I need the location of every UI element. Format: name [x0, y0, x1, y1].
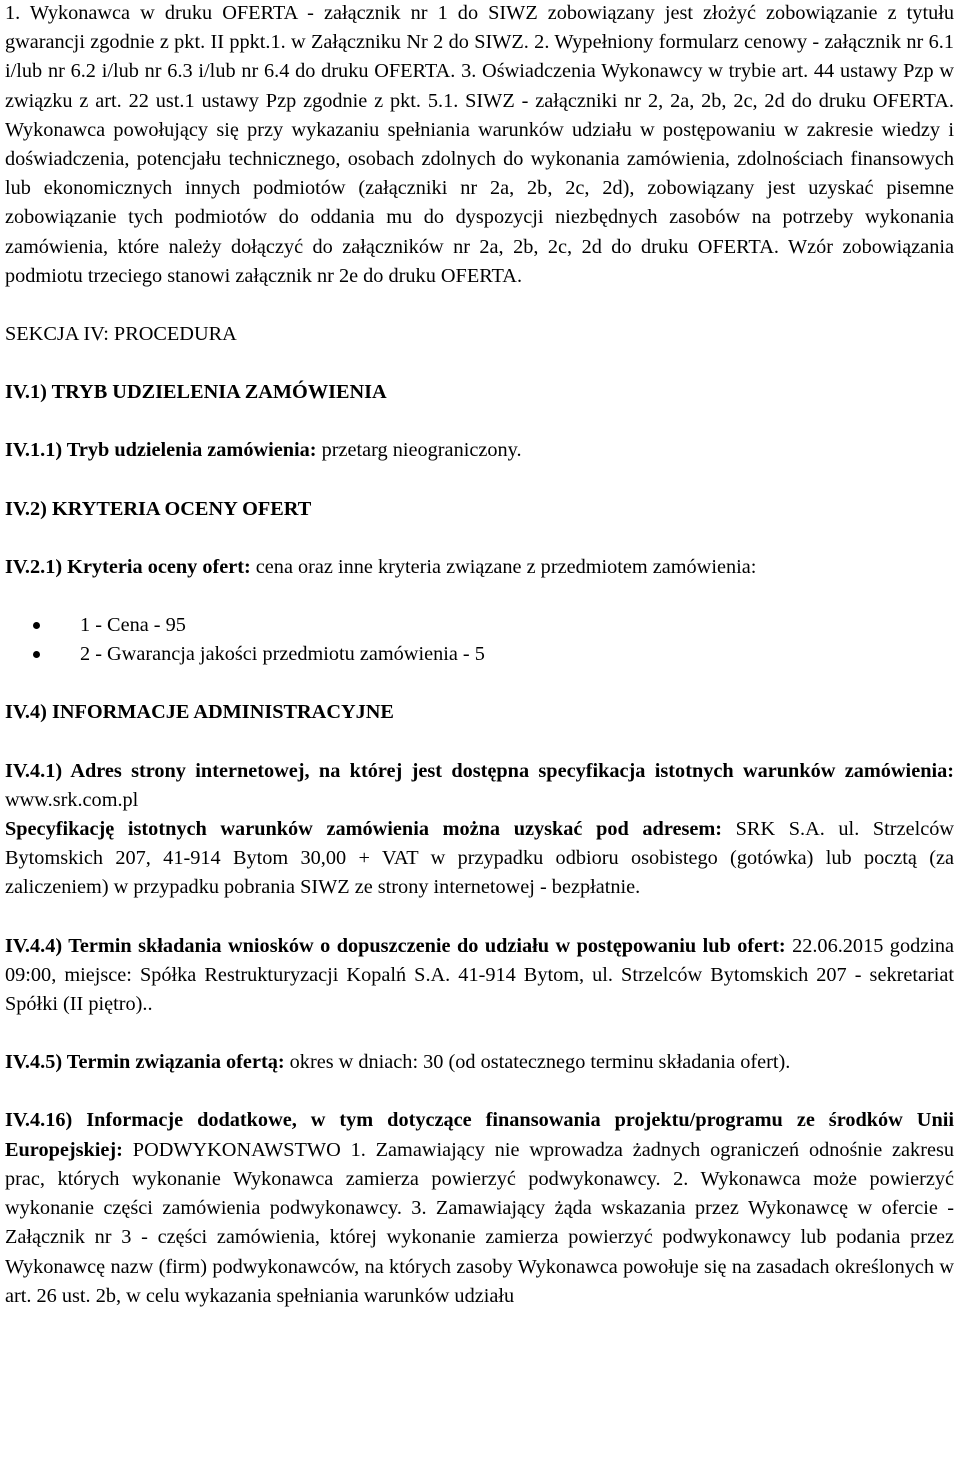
- iv4-5-label: IV.4.5) Termin związania ofertą:: [5, 1051, 285, 1074]
- iv4-4-label: IV.4.4) Termin składania wniosków o dopuszczenie do udziału w postępowaniu lub ofert:: [5, 934, 786, 957]
- iv4-16-paragraph: [5, 1106, 954, 1310]
- iv4-4-paragraph: [5, 932, 954, 1020]
- iv1-heading: IV.1) TRYB UDZIELENIA ZAMÓWIENIA: [5, 381, 387, 404]
- iv4-1-label: IV.4.1) Adres strony internetowej, na której jest dostępna specyfikacja istotnych warunków zamówienia:: [5, 759, 954, 782]
- iv4-heading: IV.4) INFORMACJE ADMINISTRACYJNE: [5, 701, 394, 724]
- iv4-16-value: PODWYKONAWSTWO 1. Zamawiający nie wprowadza żadnych ograniczeń odnośnie zakresu prac, których wykonanie Wykonawca zamierza powierzyć podwykonawcy. 2. Wykonawca może powierzyć wykonanie części zamówienia podwykonawcy. 3. Zamawiający żąda wskazania przez Wykonawcę w ofercie - Załącznik nr 3 - części zamówienia, której wykonanie zamierza powierzyć podwykonawcy lub podania przez Wykonawcę nazw (firm) podwykonawców, na których zasoby Wykonawca powołuje się na zasadach określonych w art. 26 ust. 2b, w celu wykazania spełniania warunków udziału: [5, 1138, 954, 1307]
- iv2-1-paragraph: [5, 553, 954, 582]
- iv1-1-paragraph: [5, 436, 954, 465]
- siwz-address-paragraph: [5, 815, 954, 903]
- iv4-5-value: okres w dniach: 30 (od ostatecznego terminu składania ofert).: [284, 1051, 791, 1074]
- criteria-list: [5, 611, 954, 669]
- iv2-1-label: IV.2.1) Kryteria oceny ofert:: [5, 555, 251, 578]
- iv2-1-value: cena oraz inne kryteria związane z przedmiotem zamówienia:: [250, 555, 757, 578]
- iv1-1-label: IV.1.1) Tryb udzielenia zamówienia:: [5, 439, 317, 462]
- siwz-address-value: SRK S.A. ul. Strzelców Bytomskich 207, 41-914 Bytom 30,00 + VAT w przypadku odbioru osobistego (gotówka) lub pocztą (za zaliczeniem) w przypadku pobrania SIWZ ze strony internetowej - bezpłatnie.: [5, 818, 954, 899]
- section-title: SEKCJA IV: PROCEDURA: [5, 323, 237, 346]
- iv4-5-paragraph: [5, 1048, 954, 1077]
- iv4-4-value: 22.06.2015 godzina 09:00, miejsce: Spółka Restrukturyzacji Kopalń S.A. 41-914 Bytom, ul. Strzelców Bytomskich 207 - sekretariat Spółki (II piętro)..: [5, 934, 955, 1016]
- iv1-1-value: przetarg nieograniczony.: [316, 439, 522, 462]
- intro-paragraph: 1. Wykonawca w druku OFERTA - załącznik nr 1 do SIWZ zobowiązany jest złożyć zobowiązanie z tytułu gwarancji zgodnie z pkt. II ppkt.1. w Załączniku Nr 2 do SIWZ. 2. Wypełniony formularz cenowy - załącznik nr 6.1 i/lub nr 6.2 i/lub nr 6.3 i/lub nr 6.4 do druku OFERTA. 3. Oświadczenia Wykonawcy w trybie art. 44 ustawy Pzp w związku z art. 22 ust.1 ustawy Pzp zgodnie z pkt. 5.1. SIWZ - załączniki nr 2, 2a, 2b, 2c, 2d do druku OFERTA. Wykonawca powołujący się przy wykazaniu spełniania warunków udziału w postępowaniu w zakresie wiedzy i doświadczenia, potencjału technicznego, osobach zdolnych do wykonania zamówienia, zdolnościach finansowych lub ekonomicznych innych podmiotów (załączniki nr 2a, 2b, 2c, 2d), zobowiązany jest uzyskać pisemne zobowiązanie tych podmiotów do oddania mu do dyspozycji niezbędnych zasobów na potrzeby wykonania zamówienia, które należy dołączyć do załączników nr 2a, 2b, 2c, 2d do druku OFERTA. Wzór zobowiązania podmiotu trzeciego stanowi załącznik nr 2e do druku OFERTA.: [5, 2, 954, 287]
- iv2-heading: IV.2) KRYTERIA OCENY OFERT: [5, 497, 312, 520]
- criteria-item: 2 - Gwarancja jakości przedmiotu zamówienia - 5: [5, 640, 954, 669]
- iv4-1-paragraph: [5, 757, 954, 815]
- criteria-item: 1 - Cena - 95: [5, 611, 954, 640]
- iv4-16-label: IV.4.16) Informacje dodatkowe, w tym dotyczące finansowania projektu/programu ze środków Unii Europejskiej:: [5, 1109, 954, 1161]
- iv4-1-value: www.srk.com.pl: [5, 788, 139, 811]
- siwz-address-label: Specyfikację istotnych warunków zamówienia można uzyskać pod adresem:: [5, 818, 722, 841]
